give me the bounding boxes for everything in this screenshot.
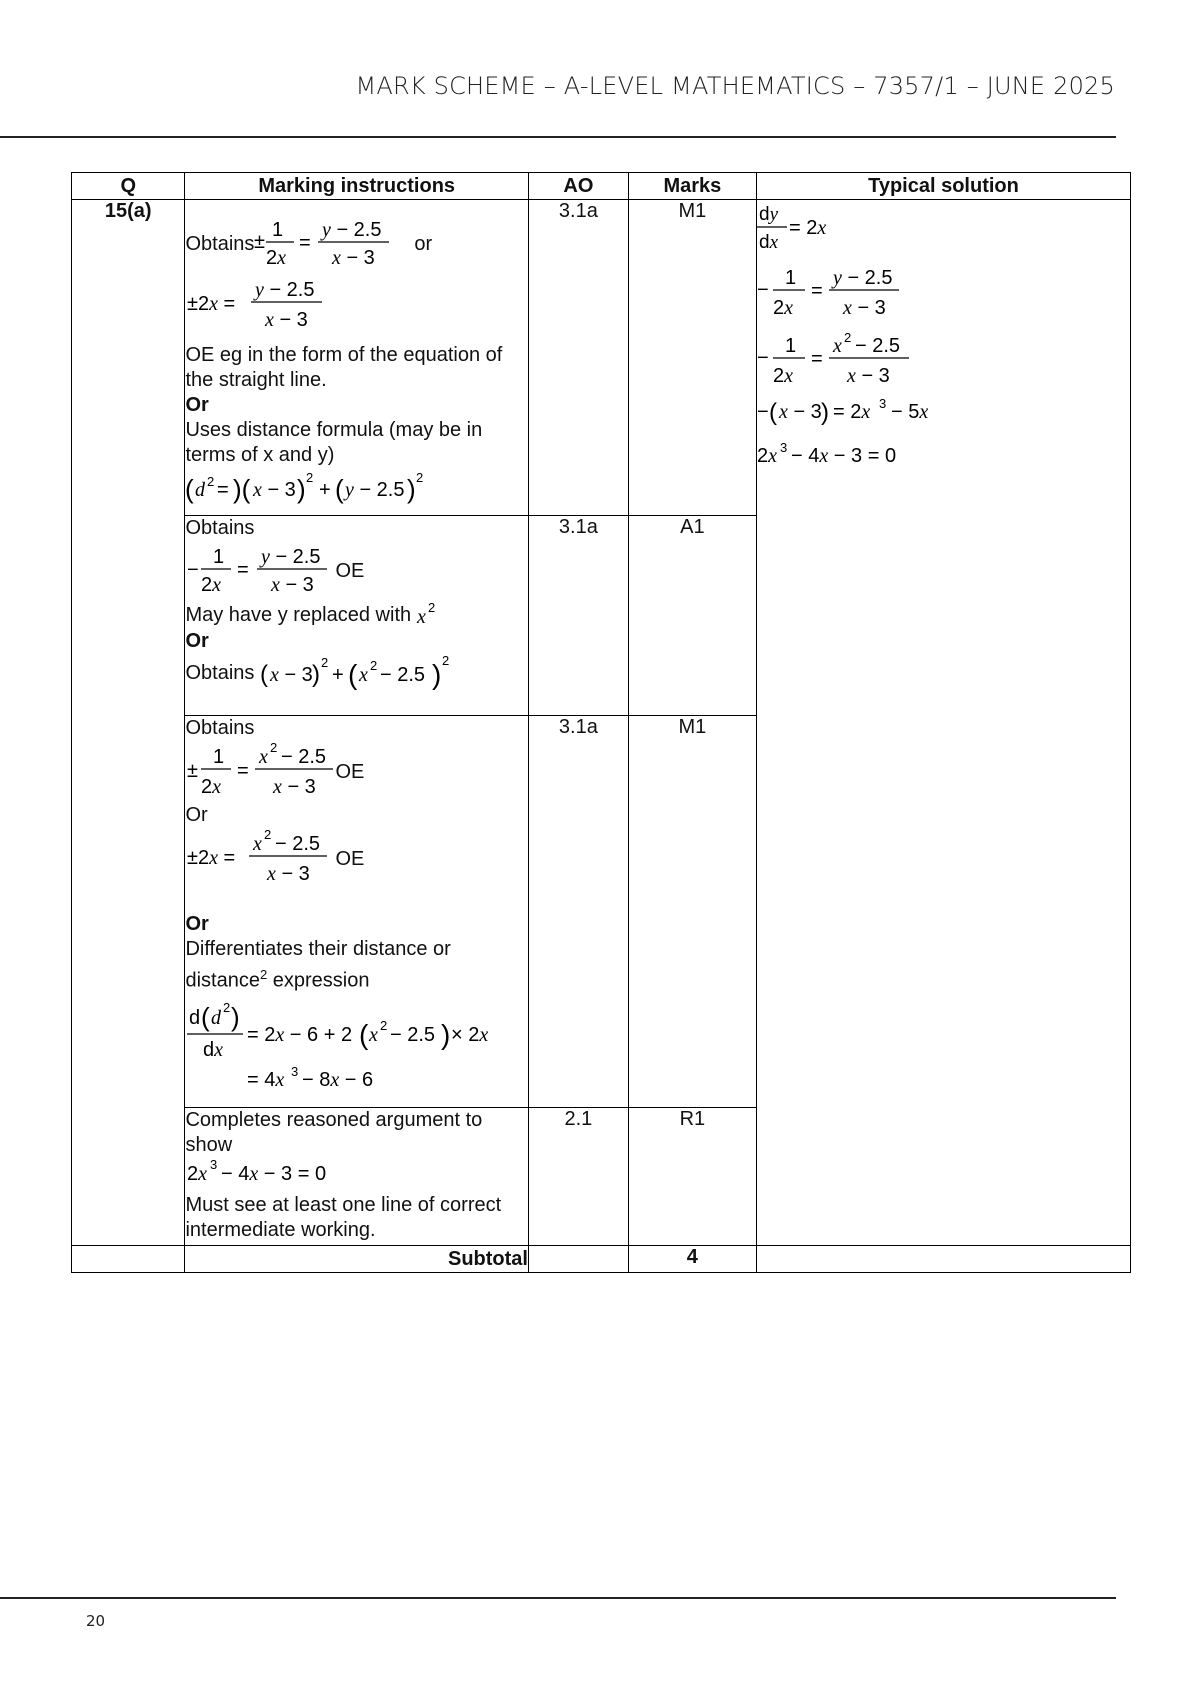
svg-text:−: −: [756, 401, 769, 423]
math-expression: [254, 214, 414, 274]
svg-text:y − 2.5: y − 2.5: [322, 219, 382, 241]
svg-text:+: +: [332, 664, 345, 686]
instruction-text: Differentiates their distance or distance: [185, 938, 451, 992]
svg-text:x: x: [417, 606, 427, 628]
svg-text:2x: 2x: [187, 1163, 208, 1185]
svg-text:(: (: [768, 399, 777, 426]
svg-text:1: 1: [213, 546, 225, 568]
instruction-text: Obtains: [185, 717, 255, 739]
svg-text:+: +: [319, 479, 332, 501]
svg-text:= 2x − 6 + 2: = 2x − 6 + 2: [247, 1023, 353, 1046]
math-expression: [185, 994, 495, 1094]
instruction-text: Obtains: [185, 517, 255, 539]
svg-text:1: 1: [784, 267, 797, 289]
svg-text:x: x: [369, 1023, 379, 1046]
svg-text:2x: 2x: [201, 776, 222, 798]
svg-text:− 2.5: − 2.5: [854, 335, 900, 357]
oe-label: OE: [335, 847, 365, 870]
subtotal-row: [72, 1246, 1131, 1273]
mark-scheme-table: [71, 172, 1131, 1273]
or-label: Or: [185, 394, 209, 416]
or-label: Or: [185, 630, 209, 652]
svg-text:y − 2.5: y − 2.5: [345, 479, 405, 501]
marks-cell: M1: [628, 200, 756, 516]
col-header-typical-solution: Typical solution: [756, 173, 1130, 200]
svg-text:x: x: [259, 746, 269, 768]
svg-text:− 2.5: − 2.5: [275, 833, 321, 855]
svg-text:=: =: [237, 559, 250, 581]
svg-text:− 2.5: − 2.5: [380, 664, 426, 686]
instruction-text: Completes reasoned argument to show: [185, 1109, 483, 1156]
svg-text:= 4x: = 4x: [247, 1068, 285, 1091]
col-header-q: Q: [72, 173, 185, 200]
svg-text:2: 2: [416, 470, 424, 485]
svg-text:3: 3: [779, 440, 788, 455]
instruction-text: May have y replaced with: [185, 603, 412, 626]
svg-text:2: 2: [442, 654, 450, 668]
svg-text:x − 3: x − 3: [270, 664, 314, 686]
math-expression: [185, 828, 335, 890]
svg-text:y − 2.5: y − 2.5: [261, 546, 321, 568]
svg-text:−: −: [756, 279, 769, 301]
svg-text:2: 2: [321, 655, 329, 670]
svg-text:2: 2: [843, 330, 852, 345]
svg-text:2: 2: [223, 999, 231, 1015]
svg-text:±: ±: [187, 760, 199, 782]
svg-text:2: 2: [270, 741, 278, 755]
svg-text:= 2x: = 2x: [788, 217, 827, 239]
svg-text:dy: dy: [758, 204, 778, 225]
oe-label: OE: [335, 559, 365, 582]
svg-text:− 4x − 3 = 0: − 4x − 3 = 0: [790, 445, 897, 467]
svg-text:(: (: [260, 661, 269, 688]
math-expression: [185, 741, 335, 803]
svg-text:− 8x − 6: − 8x − 6: [302, 1068, 374, 1091]
or-label: Or: [185, 804, 208, 826]
svg-text:2: 2: [428, 601, 436, 615]
svg-text:): ): [297, 474, 307, 504]
svg-text:(: (: [359, 1018, 369, 1050]
typical-solution-working: [757, 200, 1087, 500]
or-label: Or: [185, 913, 209, 935]
math-expression: [185, 1158, 365, 1186]
instruction-text: Must see at least one line of correct intermediate working.: [185, 1194, 502, 1241]
oe-label: OE: [335, 760, 365, 783]
svg-text:x − 3: x − 3: [778, 401, 822, 423]
svg-text:2x: 2x: [772, 365, 793, 387]
marks-cell: A1: [628, 516, 756, 716]
svg-text:x − 3: x − 3: [846, 365, 890, 387]
svg-text:1: 1: [272, 219, 284, 241]
svg-text:3: 3: [210, 1158, 218, 1172]
math-expression: [254, 654, 454, 692]
page-number: 20: [86, 1612, 106, 1630]
typical-solution-cell: [756, 200, 1130, 1246]
svg-text:)(: )(: [233, 474, 251, 504]
svg-text:− 4x − 3 = 0: − 4x − 3 = 0: [221, 1163, 327, 1185]
svg-text:x: x: [253, 833, 263, 855]
ao-cell: 3.1a: [528, 716, 628, 1108]
svg-text:2: 2: [306, 470, 314, 485]
question-number: 15(a): [72, 200, 185, 1246]
svg-text:= 2x: = 2x: [832, 401, 871, 423]
svg-text:=: =: [299, 232, 312, 254]
ao-cell: 3.1a: [528, 200, 628, 516]
svg-text:2x: 2x: [756, 445, 777, 467]
svg-text:× 2x: × 2x: [451, 1023, 489, 1046]
svg-text:x − 3: x − 3: [271, 574, 315, 596]
footer-rule: [0, 1597, 1116, 1599]
svg-text:): ): [407, 474, 417, 504]
svg-text:(: (: [335, 474, 345, 504]
svg-text:2x: 2x: [201, 574, 222, 596]
svg-text:): ): [312, 661, 321, 688]
svg-text:2x: 2x: [772, 297, 793, 319]
svg-text:=: =: [237, 760, 250, 782]
math-expression: [185, 468, 485, 508]
svg-text:2: 2: [264, 828, 272, 842]
svg-text:x: x: [832, 335, 842, 357]
svg-text:− 2.5: − 2.5: [390, 1023, 436, 1046]
svg-text:x: x: [359, 664, 369, 686]
svg-text:): ): [231, 1001, 241, 1032]
svg-text:d: d: [189, 1006, 201, 1029]
instruction-cell: [185, 1108, 529, 1246]
svg-text:2: 2: [380, 1017, 388, 1033]
math-expression: [411, 601, 441, 629]
svg-text:− 5x: − 5x: [890, 401, 929, 423]
marks-cell: M1: [628, 716, 756, 1108]
subtotal-marks: 4: [628, 1246, 756, 1273]
svg-text:2: 2: [207, 474, 215, 489]
svg-text:): ): [441, 1018, 451, 1050]
svg-text:dx: dx: [758, 232, 778, 253]
svg-text:): ): [820, 399, 829, 426]
svg-text:− 2.5: − 2.5: [281, 746, 327, 768]
instruction-text: Uses distance formula (may be in terms of x and y): [185, 419, 483, 466]
svg-text:dx: dx: [203, 1038, 224, 1061]
table-header-row: [72, 173, 1131, 200]
ao-cell: 2.1: [528, 1108, 628, 1246]
instruction-text: Obtains: [185, 232, 255, 255]
svg-text:x − 3: x − 3: [273, 776, 317, 798]
svg-text:=: =: [810, 348, 823, 370]
ao-cell: 3.1a: [528, 516, 628, 716]
instruction-text: or: [414, 232, 433, 255]
svg-text:±: ±: [254, 231, 266, 253]
svg-text:−: −: [756, 347, 769, 369]
instruction-cell: [185, 516, 529, 716]
svg-text:x − 3: x − 3: [267, 863, 311, 885]
svg-text:(: (: [185, 474, 195, 504]
col-header-marks: Marks: [628, 173, 756, 200]
svg-text:±2x =: ±2x =: [187, 293, 236, 315]
svg-text:y − 2.5: y − 2.5: [255, 279, 315, 301]
instruction-cell: [185, 200, 529, 516]
math-expression: [185, 541, 335, 601]
instruction-cell: Obtains ± 1 2x = x 2 − 2.5 x − 3 OE Or ±2x = x 2 − 2.5 x − 3 OE Or Differentiates their distance or distance$^2$ expression d ( d 2 ) dx = 2x − 6 + 2 ( x 2 − 2.5 ) × 2x = 4x 3 − 8x − 6: [185, 716, 529, 1108]
svg-text:2x: 2x: [266, 247, 287, 269]
marks-cell: R1: [628, 1108, 756, 1246]
svg-text:=: =: [217, 479, 230, 501]
svg-text:): ): [432, 659, 442, 690]
instruction-text: expression: [272, 969, 370, 992]
svg-text:2: 2: [370, 658, 378, 673]
table-row: [72, 200, 1131, 516]
svg-text:x − 3: x − 3: [253, 479, 297, 501]
header-title: MARK SCHEME – A-LEVEL MATHEMATICS – 7357/1 – JUNE 2025: [355, 72, 1115, 100]
svg-text:±2x =: ±2x =: [187, 847, 236, 869]
svg-text:=: =: [810, 280, 823, 302]
svg-text:3: 3: [878, 396, 887, 411]
col-header-ao: AO: [528, 173, 628, 200]
instruction-text: OE eg in the form of the equation of the straight line.: [185, 344, 503, 391]
subtotal-label: Subtotal: [185, 1246, 529, 1273]
svg-text:−: −: [187, 559, 200, 581]
svg-text:(: (: [348, 659, 358, 690]
instruction-text: Obtains: [185, 661, 255, 684]
svg-text:d: d: [211, 1006, 222, 1029]
col-header-marking-instructions: Marking instructions: [185, 173, 529, 200]
svg-text:3: 3: [291, 1063, 299, 1079]
svg-text:1: 1: [213, 746, 225, 768]
svg-text:x − 3: x − 3: [842, 297, 886, 319]
svg-text:x − 3: x − 3: [265, 309, 309, 331]
svg-text:(: (: [201, 1001, 211, 1032]
math-expression: [185, 274, 345, 336]
svg-text:1: 1: [784, 335, 797, 357]
svg-text:x − 3: x − 3: [332, 247, 376, 269]
svg-text:d: d: [195, 479, 206, 501]
svg-text:y − 2.5: y − 2.5: [832, 267, 893, 289]
header-rule: [0, 136, 1116, 138]
